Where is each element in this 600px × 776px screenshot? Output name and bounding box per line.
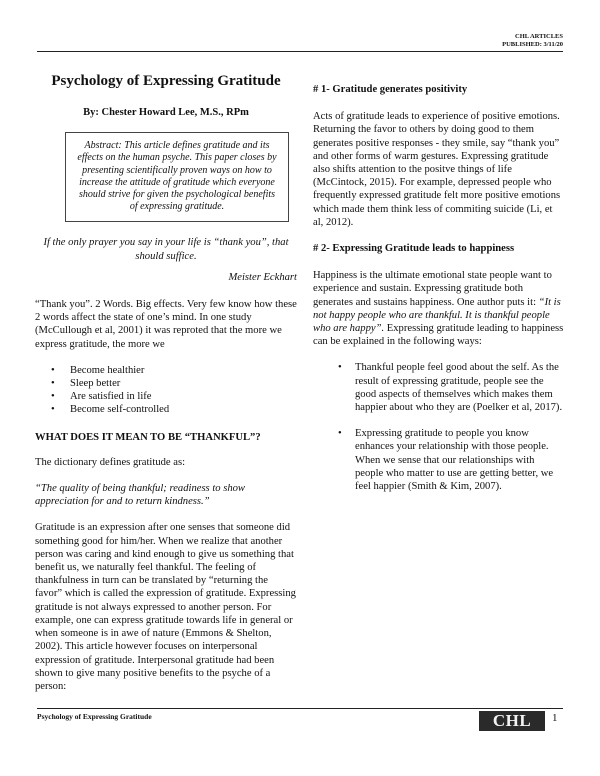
happiness-quote: “It is not happy people who are thankful. It is thankful people who are happy”.: [313, 296, 561, 335]
happiness-paragraph: [313, 269, 565, 348]
header-label: CHL ARTICLES: [515, 33, 563, 40]
epigraph-author: Meister Eckhart: [228, 271, 297, 283]
body-paragraph-left: Gratitude is an expression after one senses that someone did something good for him/her. When we realize that another person was caring and kind enough to give us something that benefit us, we naturally feel thankful. The feeling of thankfulness in turn can be translated by “returning the favor” which is called the expression of gratitude. Expressing gratitude is not always expressed to another person. For example, one can express gratitude towards life in general or when someone is in awe of nature (Emmons & Shelton, 2002). This article however focuses on interpersonal expression of gratitude. Interpersonal gratitude had been shown to give many positive benefits to the psyche of a person:: [35, 522, 296, 692]
abstract-box: Abstract: This article defines gratitude and its effects on the human psyche. This paper closes by presenting scientifically proven ways on how to increase the attitude of gratitude which everyone should strive for given the psychological benefits of expressing gratitude.: [65, 132, 289, 222]
section-heading: WHAT DOES IT MEAN TO BE “THANKFUL”?: [35, 431, 261, 443]
definition-intro: The dictionary defines gratitude as:: [35, 456, 186, 468]
chl-logo: CHL: [479, 711, 545, 731]
positivity-paragraph: Acts of gratitude leads to experience of positive emotions. Returning the favor to others by doing good to them generates positive responses - they smile, say “thank you” and other forms of warm gestures. Expressing gratitude also shifts attention to the positve things of life (McCintock, 2015). For example, depressed people who frequently expressed gratitude felt more positive emotions which made them think less of commiting suicide (Li, et al, 2012).: [313, 111, 561, 228]
happiness-text-a: Happiness is the ultimate emotional state people want to experience and sustain. Expressing gratitude both generates and sustains happiness. One author puts it:: [313, 270, 552, 308]
left-column: [35, 70, 297, 693]
list-item: • Become healthier: [51, 364, 297, 377]
list-item: • Sleep better: [51, 377, 297, 390]
publish-date: PUBLISHED: 3/11/20: [502, 41, 563, 48]
header-rule: [37, 51, 563, 52]
list-item: • Are satisfied in life: [51, 390, 297, 403]
happiness-text-b: Expressing gratitude leading to happiness can be explained in the following ways:: [313, 323, 564, 348]
footer-rule: [37, 708, 563, 709]
epigraph-quote: If the only prayer you say in your life is “thank you”, that should suffice.: [43, 237, 289, 262]
heading-happiness: # 2- Expressing Gratitude leads to happiness: [313, 243, 515, 255]
author-byline: By: Chester Howard Lee, M.S., RPm: [83, 107, 249, 118]
list-item: • Expressing gratitude to people you know enhances your relationship with those people. When we sense that our relationships with people who matter to use are getting better, we feel happier (Smith & Kim, 2007).: [338, 427, 565, 493]
heading-positivity: # 1- Gratitude generates positivity: [313, 84, 468, 95]
article-title: Psychology of Expressing Gratitude: [51, 73, 281, 89]
intro-paragraph: “Thank you”. 2 Words. Big effects. Very few know how these 2 words affect the state of one’s mind. In one study (McCullough et al, 2001) it was reproted that the more we express gratitude, the more we: [35, 299, 297, 350]
running-header: [502, 33, 563, 49]
happiness-list: [313, 361, 565, 493]
page-number: 1: [552, 712, 558, 724]
list-item: • Thankful people feel good about the self. As the result of expressing gratitude, people see the good aspects of themselves which makes them happier about who they are (Poelker et al, 2017).: [338, 361, 565, 414]
list-item: • Become self-controlled: [51, 403, 297, 416]
definition-quote: “The quality of being thankful; readiness to show appreciation for and to return kindness.”: [35, 483, 246, 508]
right-column: [313, 70, 565, 506]
footer-title: Psychology of Expressing Gratitude: [37, 712, 152, 721]
benefits-list: [35, 364, 297, 417]
